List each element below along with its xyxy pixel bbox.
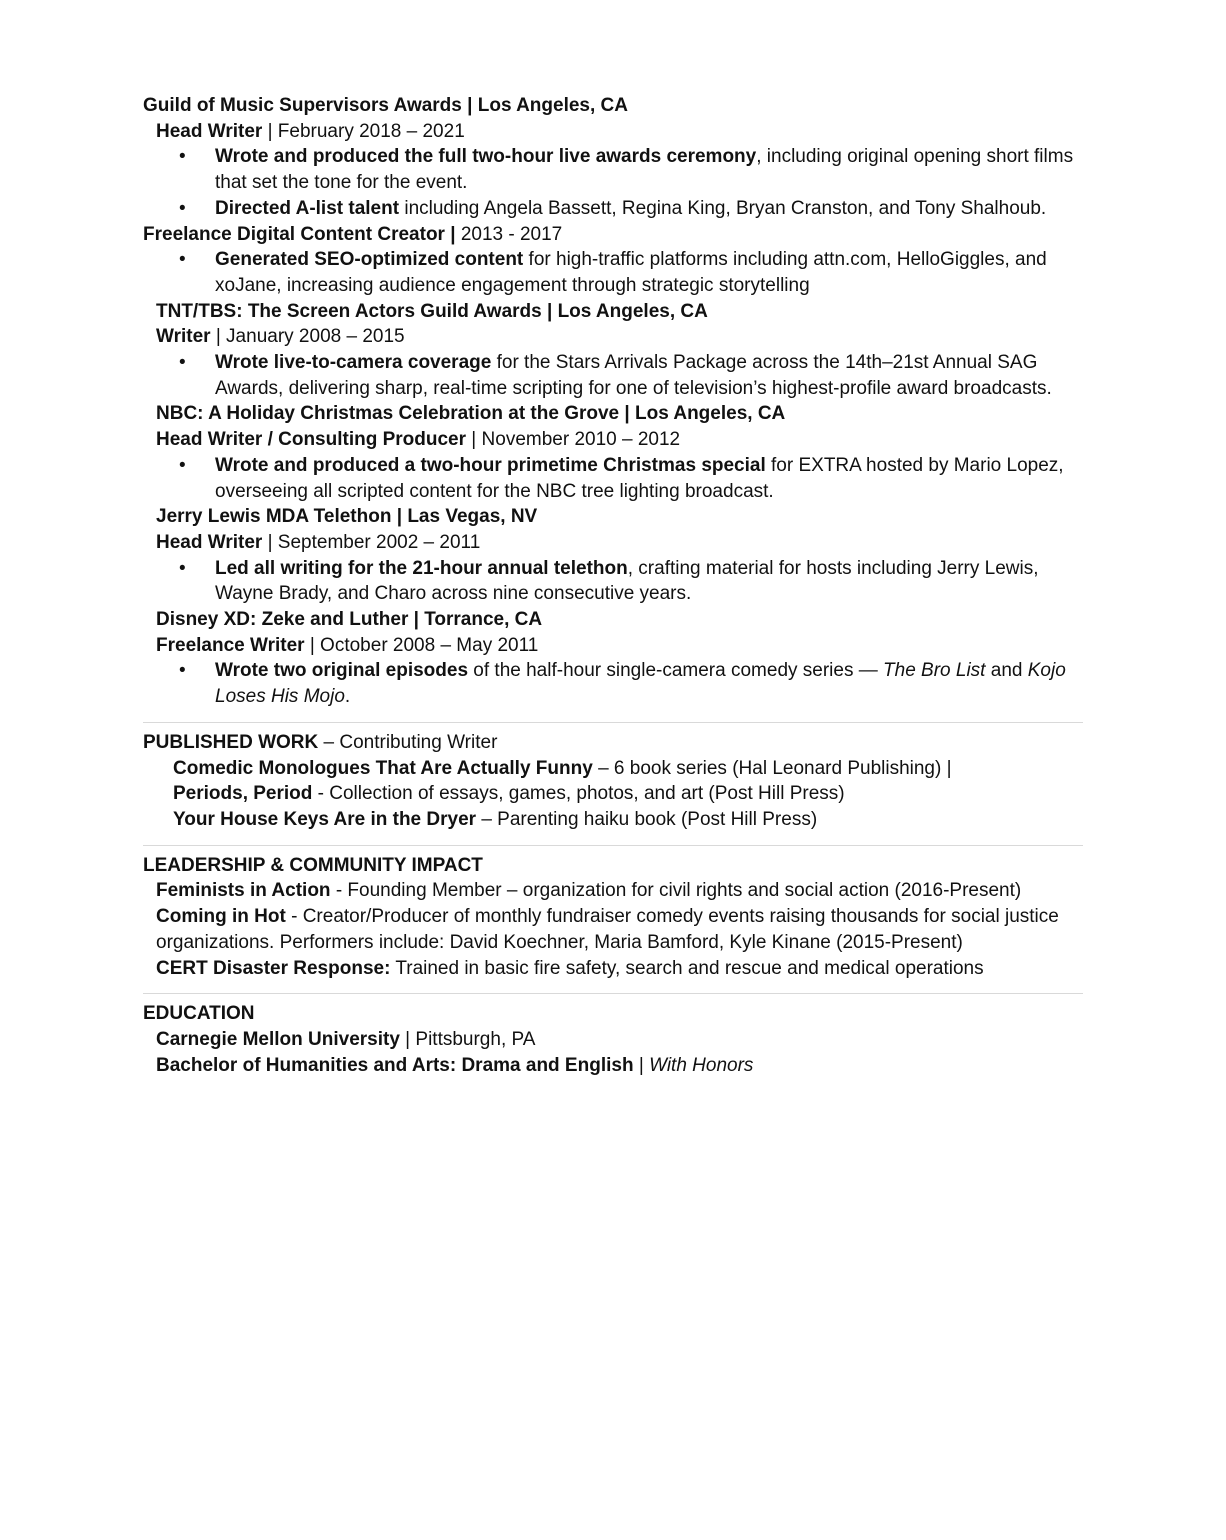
bullet-lead: Generated SEO-optimized content: [215, 249, 524, 271]
bullet-lead: Directed A-list talent: [215, 197, 400, 219]
job-role: Freelance Writer: [156, 634, 305, 656]
leadership-desc: - Founding Member – organization for civil rights and social action (2016-Present): [330, 880, 1022, 902]
published-item: [143, 781, 1083, 807]
bullet-lead: Led all writing for the 21-hour annual telethon: [215, 557, 628, 579]
section-heading-education: EDUCATION: [143, 1003, 255, 1025]
job-dates: | February 2018 – 2021: [262, 120, 465, 142]
job-org: Jerry Lewis MDA Telethon | Las Vegas, NV: [156, 506, 538, 528]
section-divider: [143, 845, 1083, 846]
leadership-title: Coming in Hot: [156, 906, 286, 928]
leadership-desc: Trained in basic fire safety, search and rescue and medical operations: [390, 957, 984, 979]
published-item: [143, 756, 1083, 782]
degree-name: Bachelor of Humanities and Arts: Drama and English: [156, 1054, 634, 1076]
section-heading-published: [143, 730, 1083, 756]
job-role: Head Writer / Consulting Producer: [156, 429, 467, 451]
leadership-item: [143, 878, 1083, 904]
episode-title: Kojo Loses His Mojo: [215, 660, 1066, 708]
job-role-line: [143, 324, 1083, 350]
bullet-item: [143, 658, 1083, 709]
book-desc: – 6 book series (Hal Leonard Publishing) |: [592, 757, 952, 779]
bullet-icon: •: [179, 197, 186, 219]
job-org: Guild of Music Supervisors Awards | Los Angeles, CA: [143, 95, 628, 116]
job-role: Writer: [156, 326, 211, 348]
job-dates: | November 2010 – 2012: [466, 429, 681, 451]
education-degree-line: [143, 1053, 1083, 1079]
leadership-title: Feminists in Action: [156, 880, 331, 902]
job-bullets: [143, 658, 1083, 709]
job-role-line: [143, 427, 1083, 453]
job-role-line: [143, 633, 1083, 659]
bullet-icon: •: [179, 249, 186, 271]
job-bullets: [143, 350, 1083, 401]
bullet-icon: •: [179, 454, 186, 476]
job-org: Disney XD: Zeke and Luther | Torrance, CA: [156, 609, 543, 631]
education-school-line: [143, 1027, 1083, 1053]
bullet-item: [143, 453, 1083, 504]
leadership-title: CERT Disaster Response:: [156, 957, 391, 979]
job-role-line: [143, 119, 1083, 145]
job-role: Head Writer: [156, 531, 263, 553]
bullet-lead: Wrote and produced a two-hour primetime Christmas special: [215, 454, 766, 476]
leadership-desc: - Creator/Producer of monthly fundraiser comedy events raising thousands for social justice organizations. Performers include: David Koechner, Maria Bamford, Kyle Kinane (2015-Present): [156, 906, 1059, 953]
book-desc: – Parenting haiku book (Post Hill Press): [476, 808, 818, 830]
section-divider: [143, 993, 1083, 994]
job-bullets: [143, 453, 1083, 504]
bullet-text: for the Stars Arrivals Package across the 14th–21st Annual SAG Awards, delivering sharp, real-time scripting for one of television’s highest-profile award broadcasts.: [215, 352, 1052, 399]
bullet-lead: Wrote and produced the full two-hour live awards ceremony: [215, 146, 757, 168]
bullet-lead: Wrote live-to-camera coverage: [215, 352, 492, 374]
bullet-text: for EXTRA hosted by Mario Lopez, overseeing all scripted content for the NBC tree lighting broadcast.: [215, 454, 1064, 502]
job-role: Head Writer: [156, 120, 263, 142]
job-role-line: [143, 530, 1083, 556]
job-bullets: [143, 556, 1083, 607]
job-bullets: [143, 247, 1083, 298]
bullet-text: of the half-hour single-camera comedy series —: [468, 660, 884, 682]
leadership-item: [143, 956, 1083, 982]
job-bullets: [143, 144, 1083, 221]
book-title: Periods, Period: [173, 783, 313, 805]
school-name: Carnegie Mellon University: [156, 1028, 400, 1050]
bullet-item: [143, 556, 1083, 607]
bullet-item: [143, 350, 1083, 401]
job-role: Freelance Digital Content Creator |: [143, 223, 456, 245]
section-divider: [143, 722, 1083, 723]
degree-honors: With Honors: [649, 1054, 754, 1076]
episode-title: The Bro List: [883, 660, 986, 682]
bullet-text: .: [344, 686, 351, 708]
job-dates: | January 2008 – 2015: [210, 326, 405, 348]
bullet-item: [143, 247, 1083, 298]
published-item: [143, 807, 1083, 833]
bullet-item: [143, 196, 1083, 222]
bullet-icon: •: [179, 146, 186, 168]
bullet-text: including Angela Bassett, Regina King, Bryan Cranston, and Tony Shalhoub.: [399, 197, 1047, 219]
bullet-lead: Wrote two original episodes: [215, 660, 469, 682]
job-role-line: [143, 222, 1083, 248]
section-subtitle: – Contributing Writer: [318, 731, 498, 753]
leadership-item: [143, 904, 1083, 955]
bullet-icon: •: [179, 557, 186, 579]
bullet-icon: •: [179, 352, 186, 374]
school-location: | Pittsburgh, PA: [399, 1028, 536, 1050]
section-heading-leadership: LEADERSHIP & COMMUNITY IMPACT: [143, 854, 483, 876]
bullet-text: and: [985, 660, 1028, 682]
bullet-text: for high-traffic platforms including attn.com, HelloGiggles, and xoJane, increasing audience engagement through strategic storytelling: [215, 249, 1047, 296]
book-title: Your House Keys Are in the Dryer: [173, 808, 477, 830]
bullet-text: , including original opening short films that set the tone for the event.: [215, 146, 1074, 194]
degree-separator: |: [633, 1054, 650, 1076]
bullet-text: , crafting material for hosts including Jerry Lewis, Wayne Brady, and Charo across nine consecutive years.: [215, 557, 1039, 605]
job-dates: | September 2002 – 2011: [262, 531, 481, 553]
book-title: Comedic Monologues That Are Actually Funny: [173, 757, 593, 779]
job-dates: 2013 - 2017: [455, 223, 563, 245]
job-dates: | October 2008 – May 2011: [304, 634, 539, 656]
job-org: NBC: A Holiday Christmas Celebration at the Grove | Los Angeles, CA: [156, 403, 786, 425]
book-desc: - Collection of essays, games, photos, and art (Post Hill Press): [312, 783, 845, 805]
bullet-icon: •: [179, 660, 186, 682]
resume-content: [143, 93, 1083, 1078]
bullet-item: [143, 144, 1083, 195]
section-title: PUBLISHED WORK: [143, 731, 319, 753]
job-org: TNT/TBS: The Screen Actors Guild Awards | Los Angeles, CA: [156, 300, 708, 322]
